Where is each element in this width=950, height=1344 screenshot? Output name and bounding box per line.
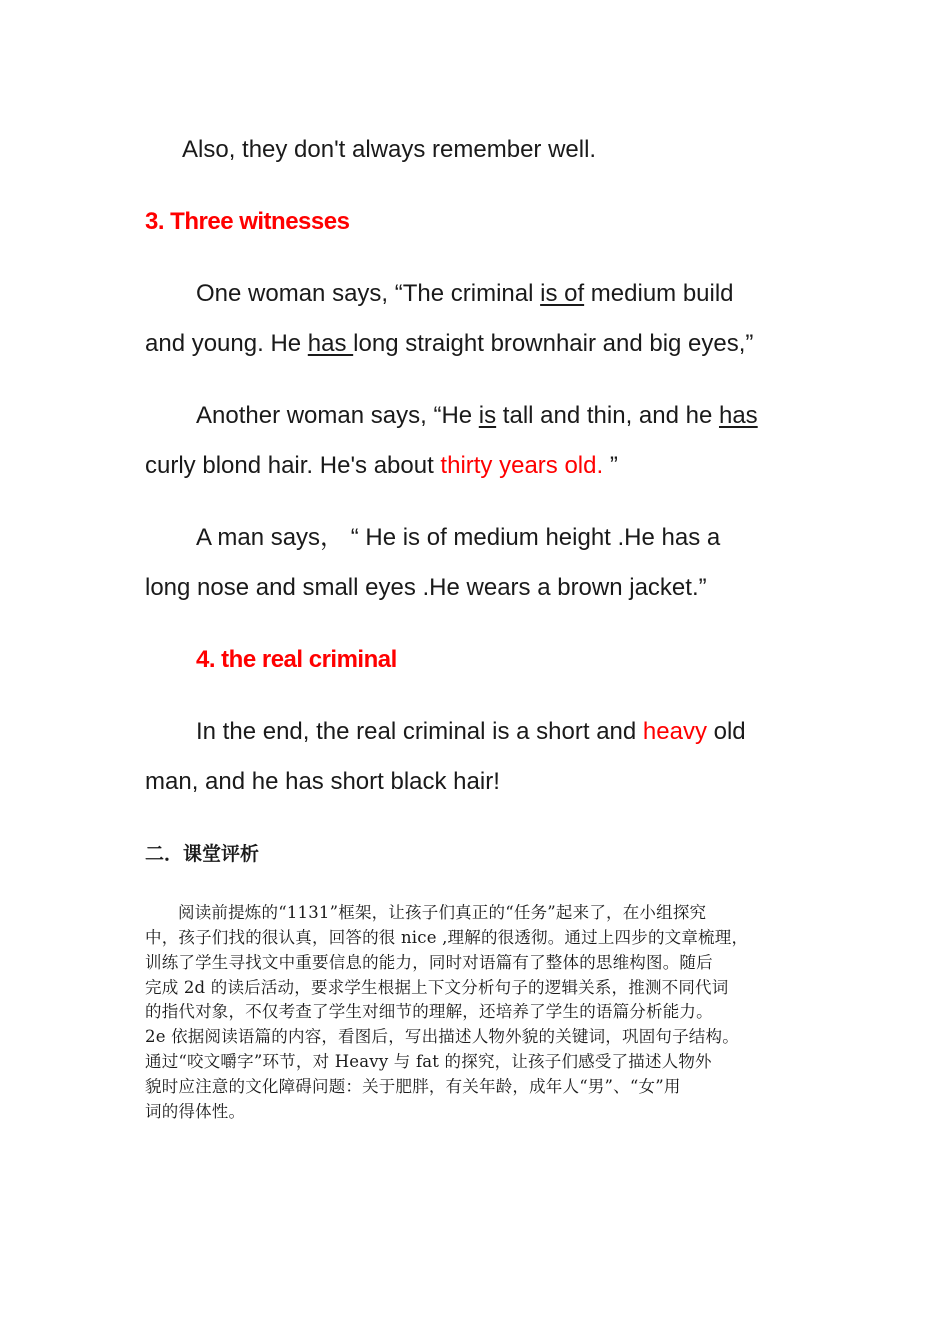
- review-line: 阅读前提炼的“1131”框架，让孩子们真正的“任务”起来了，在小组探究: [178, 903, 707, 922]
- review-line: 中，孩子们找的很认真，回答的很 nice ,理解的很透彻。通过上四步的文章梳理，: [145, 928, 749, 947]
- section-heading-real-criminal: 4. the real criminal: [196, 646, 397, 673]
- text-span: medium build: [584, 280, 734, 307]
- underlined-text: has: [718, 402, 758, 429]
- underlined-text: is: [478, 402, 497, 429]
- text-span: In the end, the real criminal is a short and: [196, 718, 643, 745]
- review-line: 2e 依据阅读语篇的内容，看图后，写出描述人物外貌的关键词，巩固句子结构。: [145, 1027, 739, 1046]
- review-line: 貌时应注意的文化障碍问题：关于肥胖，有关年龄，成年人“男”、“女”用: [145, 1077, 681, 1096]
- witness-three-line2: long nose and small eyes .He wears a brown jacket.”: [145, 574, 707, 601]
- witness-two-line2: [145, 451, 618, 481]
- text-span: Another woman says, “He: [196, 402, 479, 429]
- review-line: 词的得体性。: [145, 1102, 246, 1121]
- text-span: tall and thin, and he: [496, 402, 719, 429]
- witness-three-line1: A man says， “ He is of medium height .He has a: [196, 524, 721, 551]
- witness-one-line1: [196, 279, 734, 309]
- review-line: 的指代对象，不仅考查了学生对细节的理解，还培养了学生的语篇分析能力。: [145, 1002, 713, 1021]
- witness-two-line1: [196, 401, 758, 431]
- review-line: 训练了学生寻找文中重要信息的能力，同时对语篇有了整体的思维构图。随后: [145, 953, 713, 972]
- ending-line2: man, and he has short black hair!: [145, 768, 500, 795]
- review-line: 完成 2d 的读后活动，要求学生根据上下文分析句子的逻辑关系，推测不同代词: [145, 978, 729, 997]
- text-span: long straight brownhair and big eyes,”: [353, 330, 754, 357]
- text-span: ”: [603, 452, 618, 479]
- text-span: old: [706, 718, 746, 745]
- underlined-text: has: [307, 330, 354, 357]
- underlined-text: is of: [540, 280, 585, 307]
- review-line: 通过“咬文嚼字”环节，对 Heavy 与 fat 的探究，让孩子们感受了描述人物外: [145, 1052, 712, 1071]
- text-line: Also, they don't always remember well.: [182, 136, 597, 163]
- section-title-classroom-review: 二．课堂评析: [145, 843, 260, 865]
- text-span: curly blond hair. He's about: [145, 452, 441, 479]
- highlighted-text: thirty years old.: [440, 452, 604, 479]
- text-span: and young. He: [145, 330, 308, 357]
- section-heading-three-witnesses: 3. Three witnesses: [145, 208, 350, 235]
- text-span: One woman says, “The criminal: [196, 280, 541, 307]
- ending-line1: [196, 717, 746, 747]
- highlighted-text: heavy: [642, 718, 707, 745]
- witness-one-line2: [145, 329, 753, 359]
